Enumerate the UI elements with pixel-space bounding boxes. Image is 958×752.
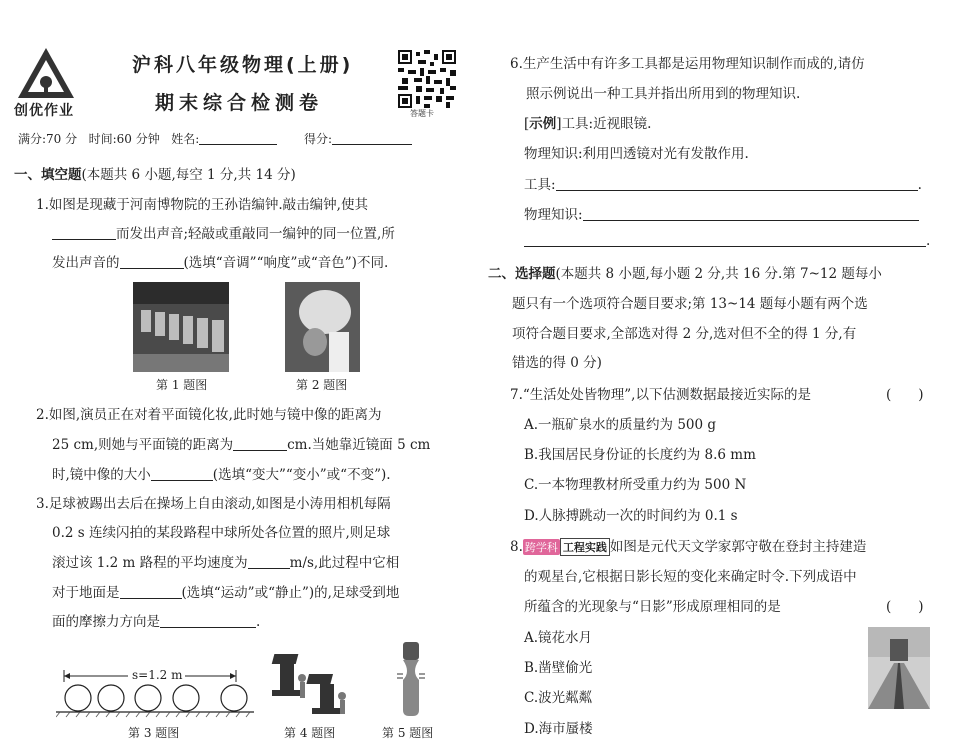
q7-option-b[interactable]: B.我国居民身份证的长度约为 8.6 mm (524, 447, 756, 463)
q3-line3a: 滚过该 1.2 m 路程的平均速度为 (52, 555, 248, 571)
q3-line3b: m/s,此过程中它相 (289, 555, 400, 571)
page-title: 沪科八年级物理(上册) (132, 54, 354, 76)
q1-blank2[interactable] (120, 255, 184, 269)
q3-line5 (52, 610, 260, 630)
section2-note2: 题只有一个选项符合题目要求;第 13~14 题每小题有两个选 (512, 296, 868, 312)
meta-score: 满分:70 分 (18, 132, 78, 146)
section2-note4: 错选的得 0 分) (512, 355, 602, 371)
exam-meta (18, 130, 412, 147)
figure5-caption: 第 5 题图 (382, 726, 434, 740)
q6-know-line (524, 203, 919, 223)
q2-line2a: 25 cm,则她与平面镜的距离为 (52, 437, 234, 453)
q2-blank2[interactable] (151, 467, 213, 481)
section2-heading (488, 262, 882, 282)
q7-option-c[interactable]: C.一本物理教材所受重力约为 500 N (524, 477, 747, 493)
q2-line3 (52, 463, 391, 483)
q2-line3a: 时,镜中像的大小 (52, 467, 151, 483)
page-subtitle: 期末综合检测卷 (155, 92, 324, 114)
figure1-bells-photo (133, 282, 229, 372)
q6-know-blank[interactable] (583, 207, 919, 221)
q6-know-label: 物理知识: (524, 207, 583, 223)
q1-line2-text: 而发出声音;轻敲或重敲同一编钟的同一位置,所 (116, 226, 395, 242)
q3-line5b: . (256, 614, 261, 630)
section1-title: 一、填空题 (14, 167, 82, 183)
section2-note1: (本题共 8 小题,每小题 2 分,共 16 分.第 7~12 题每小 (555, 266, 882, 282)
q3-line2: 0.2 s 连续闪拍的某段路程中球所处各位置的照片,则足球 (52, 525, 391, 541)
q7-option-d[interactable]: D.人脉搏跳动一次的时间约为 0.1 s (524, 508, 738, 524)
q3-line4b: (选填“运动”或“静止”)的,足球受到地 (181, 585, 400, 601)
figure2-caption: 第 2 题图 (296, 378, 348, 392)
q1-blank1[interactable] (52, 226, 116, 240)
q8-answer-paren[interactable]: ( ) (886, 599, 924, 615)
figure4-machines-diagram (268, 648, 352, 718)
q8-line3: 所蕴含的光现象与“日影”形成原理相同的是 (524, 599, 781, 615)
q2-line1: 2.如图,演员正在对着平面镜化妆,此时她与镜中像的距离为 (36, 407, 382, 423)
q8-option-a[interactable]: A.镜花水月 (524, 630, 593, 646)
figure3-distance-label: s=1.2 m (132, 668, 183, 682)
q8-line1-text: 如图是元代天文学家郭守敬在登封主持建造 (609, 539, 867, 555)
figure2-mirror-photo (285, 282, 360, 372)
qr-code-icon[interactable] (398, 50, 456, 108)
figure4-caption: 第 4 题图 (284, 726, 336, 740)
q8-line1 (510, 535, 866, 556)
section2-title: 二、选择题 (488, 266, 556, 282)
q6-tool-line: 工具: . (524, 177, 922, 193)
q2-line2 (52, 433, 430, 453)
figure1-caption: 第 1 题图 (156, 378, 208, 392)
q6-know-blank2[interactable] (524, 233, 926, 247)
q8-tag-interdisciplinary: 跨学科 (524, 541, 558, 554)
q8-option-d[interactable]: D.海市蜃楼 (524, 721, 593, 737)
score-field[interactable] (332, 132, 412, 145)
q6-know-line2: . (524, 233, 930, 249)
q3-line3 (52, 551, 399, 571)
q3-line4a: 对于地面是 (52, 585, 120, 601)
section1-note: (本题共 6 小题,每空 1 分,共 14 分) (81, 167, 296, 183)
q2-line3b: (选填“变大”“变小”或“不变”). (212, 467, 391, 483)
logo-text: 创优作业 (14, 103, 74, 119)
q6-tool-blank[interactable] (556, 177, 918, 191)
q3-blank3[interactable] (160, 614, 256, 628)
meta-result-label: 得分: (303, 132, 332, 146)
q7-option-a[interactable]: A.一瓶矿泉水的质量约为 500 g (524, 417, 717, 433)
q2-blank1[interactable] (233, 437, 287, 451)
q6-line1: 6.生产生活中有许多工具都是运用物理知识制作而成的,请仿 (510, 56, 865, 72)
q1-line3b: (选填“音调”“响度”或“音色”)不同. (183, 255, 389, 271)
q8-option-b[interactable]: B.凿壁偷光 (524, 660, 593, 676)
q6-line2: 照示例说出一种工具并指出所用到的物理知识. (526, 86, 801, 102)
q3-line1: 3.足球被踢出去后在操场上自由滚动,如图是小涛用相机每隔 (36, 496, 391, 512)
q3-blank1[interactable] (248, 555, 290, 569)
q1-line3a: 发出声音的 (52, 255, 120, 271)
q1-line1: 1.如图是现藏于河南博物院的王孙诰编钟.敲击编钟,使其 (36, 197, 368, 213)
q8-number: 8. (510, 539, 523, 555)
q3-blank2[interactable] (120, 585, 182, 599)
q2-line2b: cm.当她靠近镜面 5 cm (287, 437, 431, 453)
name-field[interactable] (199, 132, 277, 145)
q1-line3 (52, 251, 388, 271)
section1-heading (14, 163, 296, 183)
figure5-vial-diagram (395, 640, 427, 720)
q7-answer-paren[interactable]: ( ) (886, 387, 924, 403)
q3-line4 (52, 581, 399, 601)
section2-note3: 项符合题目要求,全部选对得 2 分,选对但不全的得 1 分,有 (512, 326, 857, 342)
figure3-caption: 第 3 题图 (128, 726, 180, 740)
q8-line2: 的观星台,它根据日影长短的变化来确定时令.下列成语中 (524, 569, 857, 585)
q7-stem: 7.“生活处处皆物理”,以下估测数据最接近实际的是 (510, 387, 811, 403)
q8-observatory-photo (868, 627, 930, 709)
q6-example: [示例]工具:近视眼镜. (524, 116, 652, 132)
meta-name-label: 姓名: (171, 132, 200, 146)
qr-label: 答题卡 (410, 109, 434, 118)
q6-example-tag: 示例 (529, 116, 557, 132)
q6-tool-label: 工具: (524, 177, 556, 193)
q8-option-c[interactable]: C.波光粼粼 (524, 690, 593, 706)
q8-tag-engineering: 工程实践 (560, 538, 610, 556)
meta-time: 时间:60 分钟 (88, 132, 160, 146)
q6-example-text: 工具:近视眼镜. (561, 116, 652, 132)
q6-knowledge-example: 物理知识:利用凹透镜对光有发散作用. (524, 146, 749, 162)
q3-line5a: 面的摩擦力方向是 (52, 614, 160, 630)
q1-line2 (52, 222, 395, 242)
